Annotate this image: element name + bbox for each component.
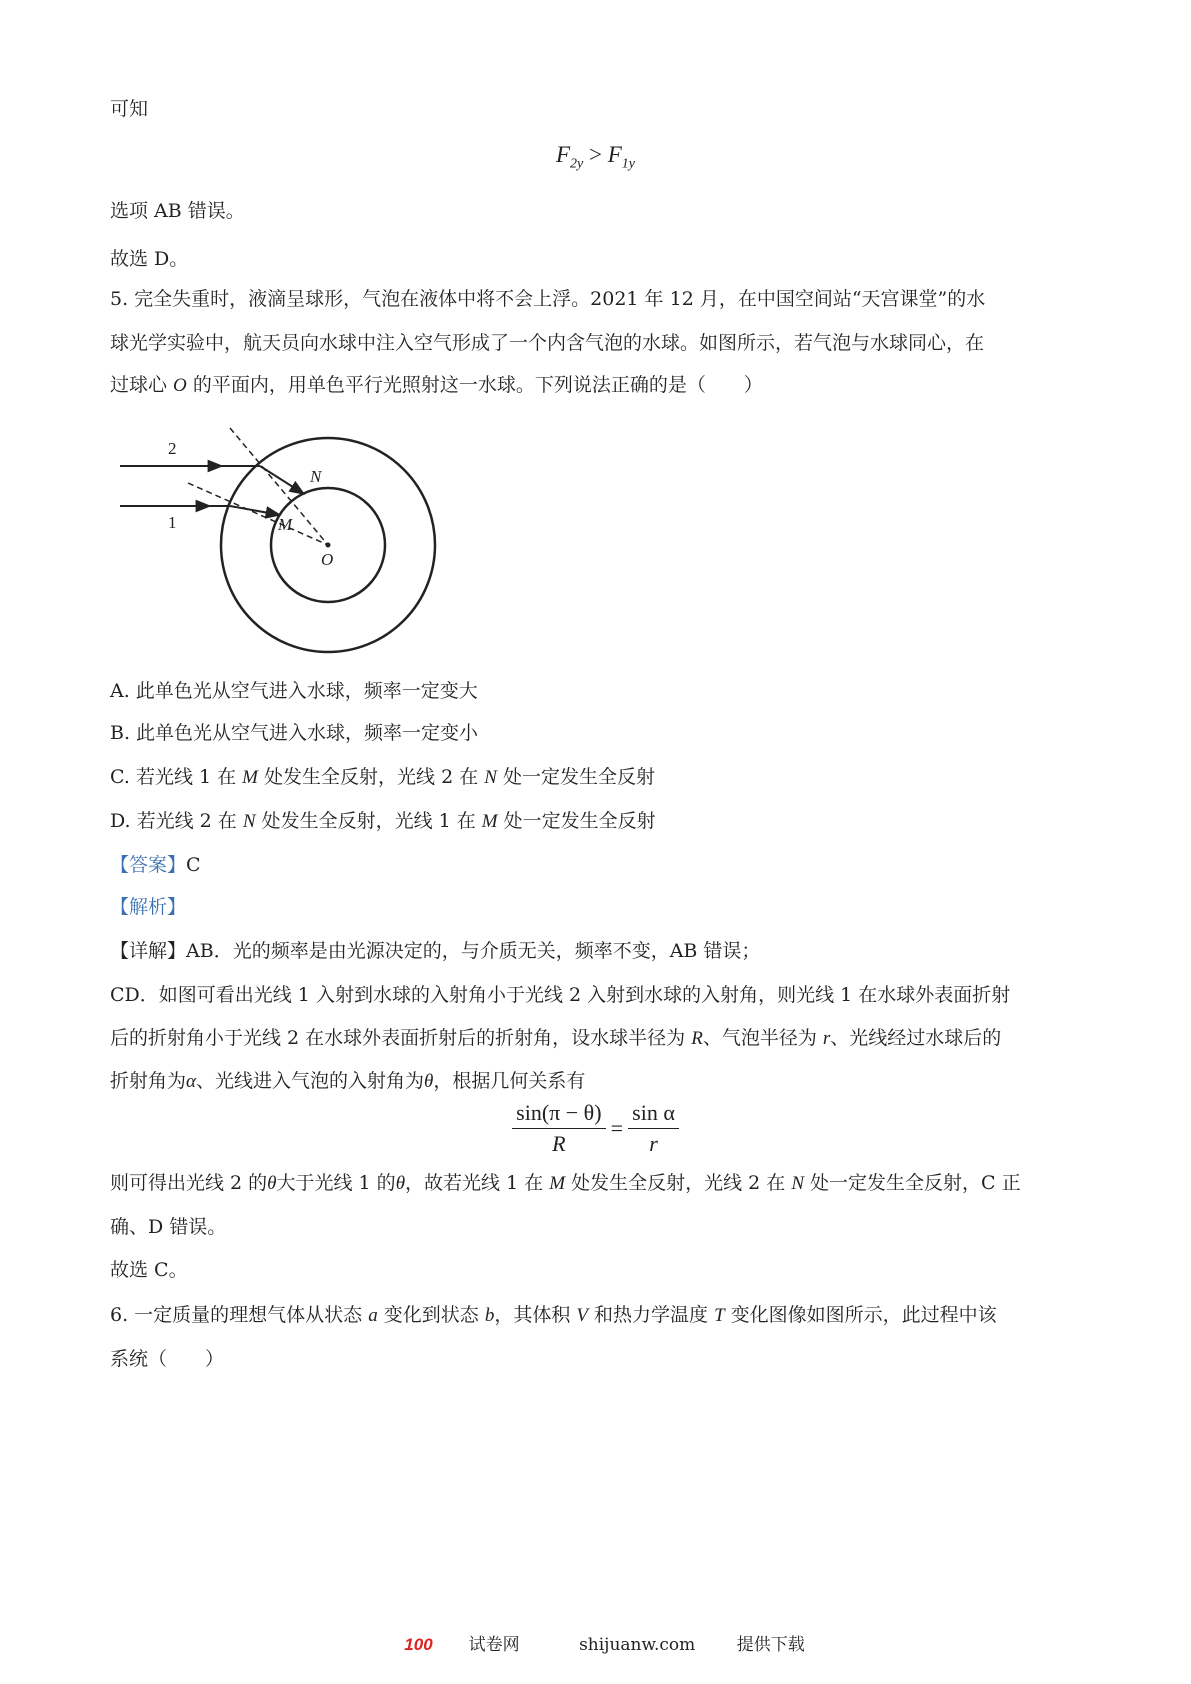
point-m-label: M — [278, 515, 293, 534]
ray-2-label: 2 — [168, 439, 177, 458]
question-5-line-1: 5. 完全失重时，液滴呈球形，气泡在液体中将不会上浮。2021 年 12 月，在中国空间站“天宫课堂”的水 — [110, 288, 986, 310]
equation-force: $F_{2y} > F_{1y}$ — [555, 142, 636, 172]
question-6-line-2: 系统（ ） — [110, 1348, 225, 1370]
detail-line-4: 折射角为α、光线进入气泡的入射角为θ，根据几何关系有 — [110, 1070, 586, 1092]
option-c: C. 若光线 1 在 M 处发生全反射，光线 2 在 N 处一定发生全反射 — [110, 766, 655, 788]
text-line: 选项 AB 错误。 — [110, 200, 245, 222]
detail-line-3: 后的折射角小于光线 2 在水球外表面折射后的折射角，设水球半径为 R、气泡半径为 r、光线经过水球后的 — [110, 1027, 1002, 1049]
detail-line-5: 则可得出光线 2 的θ大于光线 1 的θ，故若光线 1 在 M 处发生全反射，光线 2 在 N 处一定发生全反射，C 正 — [110, 1172, 1021, 1194]
question-5-line-2: 球光学实验中，航天员向水球中注入空气形成了一个内含气泡的水球。如图所示，若气泡与水球同心，在 — [110, 332, 985, 354]
site-logo[interactable]: 100 试卷网 — [404, 1635, 520, 1655]
site-domain-link[interactable]: shijuanw.com — [579, 1635, 696, 1655]
ray-1-label: 1 — [168, 513, 177, 532]
page-footer — [0, 1630, 1191, 1655]
detail-line-2: CD．如图可看出光线 1 入射到水球的入射角小于光线 2 入射到水球的入射角，则光线 1 在水球外表面折射 — [110, 984, 1011, 1006]
text-line: 故选 D。 — [110, 248, 189, 270]
answer: 【答案】C — [110, 854, 201, 876]
detail-line-1: 【详解】AB．光的频率是由光源决定的，与介质无关，频率不变，AB 错误； — [110, 940, 761, 962]
detail-line-6: 确、D 错误。 — [110, 1216, 227, 1238]
water-ball-diagram — [110, 420, 450, 660]
geometry-formula: $\frac{\sin(\pi - \theta)}{R}$ = $\frac{\text{sin α}}{r}$ — [0, 1098, 1191, 1159]
analysis-heading: 【解析】 — [110, 896, 187, 918]
point-o-label: O — [321, 550, 334, 569]
detail-line-7: 故选 C。 — [110, 1259, 188, 1281]
text-line: 可知 — [110, 98, 149, 120]
question-6-line-1: 6. 一定质量的理想气体从状态 a 变化到状态 b，其体积 V 和热力学温度 T 变化图像如图所示，此过程中该 — [110, 1304, 997, 1326]
point-n-label: N — [310, 467, 322, 486]
option-d: D. 若光线 2 在 N 处发生全反射，光线 1 在 M 处一定发生全反射 — [110, 810, 656, 832]
option-b: B. 此单色光从空气进入水球，频率一定变小 — [110, 722, 479, 744]
question-5-line-3: 过球心 O 的平面内，用单色平行光照射这一水球。下列说法正确的是（ ） — [110, 374, 763, 396]
option-a: A. 此单色光从空气进入水球，频率一定变大 — [110, 680, 478, 702]
download-text: 提供下载 — [736, 1635, 805, 1655]
